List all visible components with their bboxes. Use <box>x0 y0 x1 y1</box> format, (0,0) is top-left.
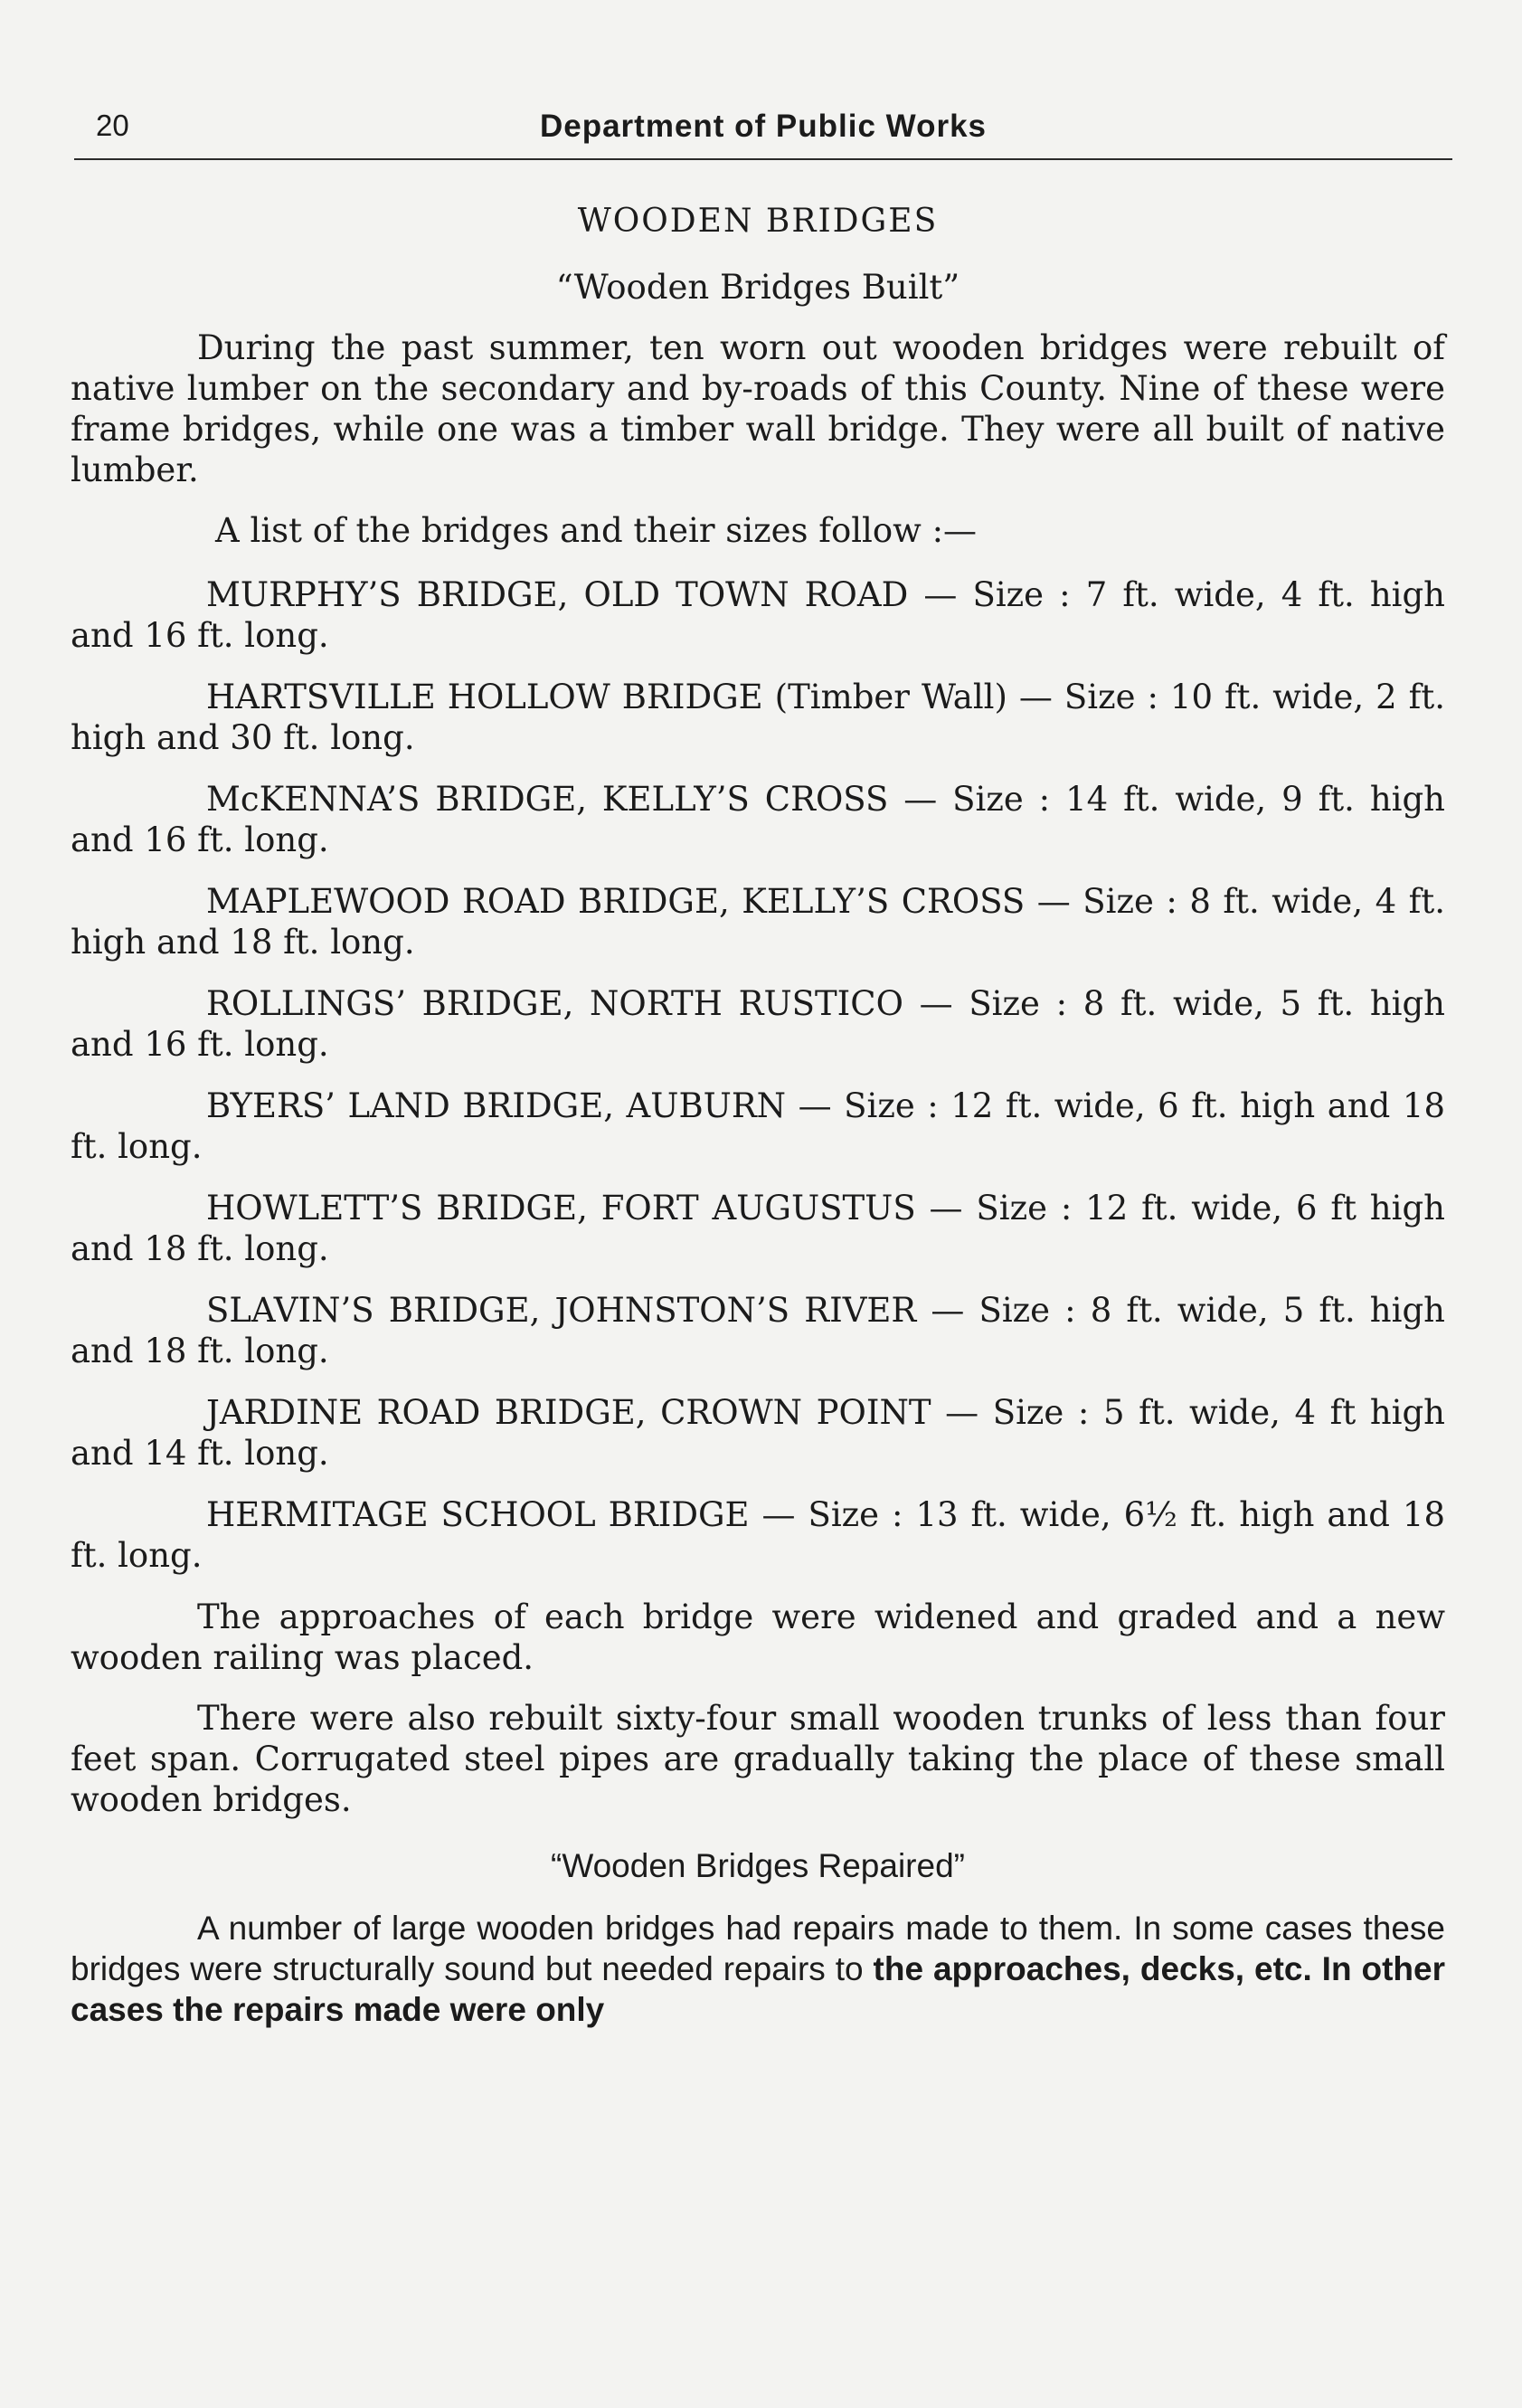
bridge-entry: JARDINE ROAD BRIDGE, CROWN POINT — Size : 5 ft. wide, 4 ft high and 14 ft. long. <box>71 1393 1445 1473</box>
bridge-entry: MAPLEWOOD ROAD BRIDGE, KELLY’S CROSS — Size : 8 ft. wide, 4 ft. high and 18 ft. long. <box>71 882 1445 962</box>
repairs-text-part2: the approaches, decks, etc. In other cases the repairs made were only <box>71 1950 1445 2028</box>
page-number: 20 <box>96 109 129 142</box>
bridge-entry: BYERS’ LAND BRIDGE, AUBURN — Size : 12 ft. wide, 6 ft. high and 18 ft. long. <box>71 1086 1445 1166</box>
bridge-entry: HARTSVILLE HOLLOW BRIDGE (Timber Wall) — Size : 10 ft. wide, 2 ft. high and 30 ft. long. <box>71 678 1445 757</box>
header-rule <box>74 158 1452 160</box>
bridge-list <box>71 574 1445 1576</box>
bridge-entry: HOWLETT’S BRIDGE, FORT AUGUSTUS — Size : 12 ft. wide, 6 ft high and 18 ft. long. <box>71 1189 1445 1268</box>
bridge-entry: SLAVIN’S BRIDGE, JOHNSTON’S RIVER — Size : 8 ft. wide, 5 ft. high and 18 ft. long. <box>71 1291 1445 1370</box>
list-intro: A list of the bridges and their sizes follow :— <box>215 511 978 550</box>
bridge-entry: HERMITAGE SCHOOL BRIDGE — Size : 13 ft. wide, 6½ ft. high and 18 ft. long. <box>71 1495 1445 1575</box>
section-title: WOODEN BRIDGES <box>577 203 939 240</box>
bridge-entry: MURPHY’S BRIDGE, OLD TOWN ROAD — Size : 7 ft. wide, 4 ft. high and 16 ft. long. <box>71 575 1445 655</box>
bridge-entry: McKENNA’S BRIDGE, KELLY’S CROSS — Size : 14 ft. wide, 9 ft. high and 16 ft. long. <box>71 780 1445 859</box>
approaches-paragraph: The approaches of each bridge were widened and graded and a new wooden railing was placed. <box>71 1597 1445 1677</box>
page-header <box>74 109 1452 159</box>
subtitle-repaired: “Wooden Bridges Repaired” <box>551 1847 965 1884</box>
running-head: Department of Public Works <box>539 109 988 144</box>
page-body <box>71 201 1445 2030</box>
trunks-paragraph: There were also rebuilt sixty-four small wooden trunks of less than four feet span. Corrugated steel pipes are gradually taking the place of these small wooden bridges. <box>71 1699 1445 1819</box>
repairs-paragraph <box>71 1908 1445 2030</box>
bridge-entry: ROLLINGS’ BRIDGE, NORTH RUSTICO — Size : 8 ft. wide, 5 ft. high and 16 ft. long. <box>71 984 1445 1064</box>
repairs-text-part1: A number of large wooden bridges had repairs made to them. In some cases these bridges were structurally sound but needed repairs to <box>71 1910 1445 1987</box>
subtitle-built: “Wooden Bridges Built” <box>555 268 960 307</box>
intro-paragraph: During the past summer, ten worn out wooden bridges were rebuilt of native lumber on the secondary and by-roads of this County. Nine of these were frame bridges, while one was a timber wall bridge. They were all built of native lumber. <box>71 328 1445 489</box>
